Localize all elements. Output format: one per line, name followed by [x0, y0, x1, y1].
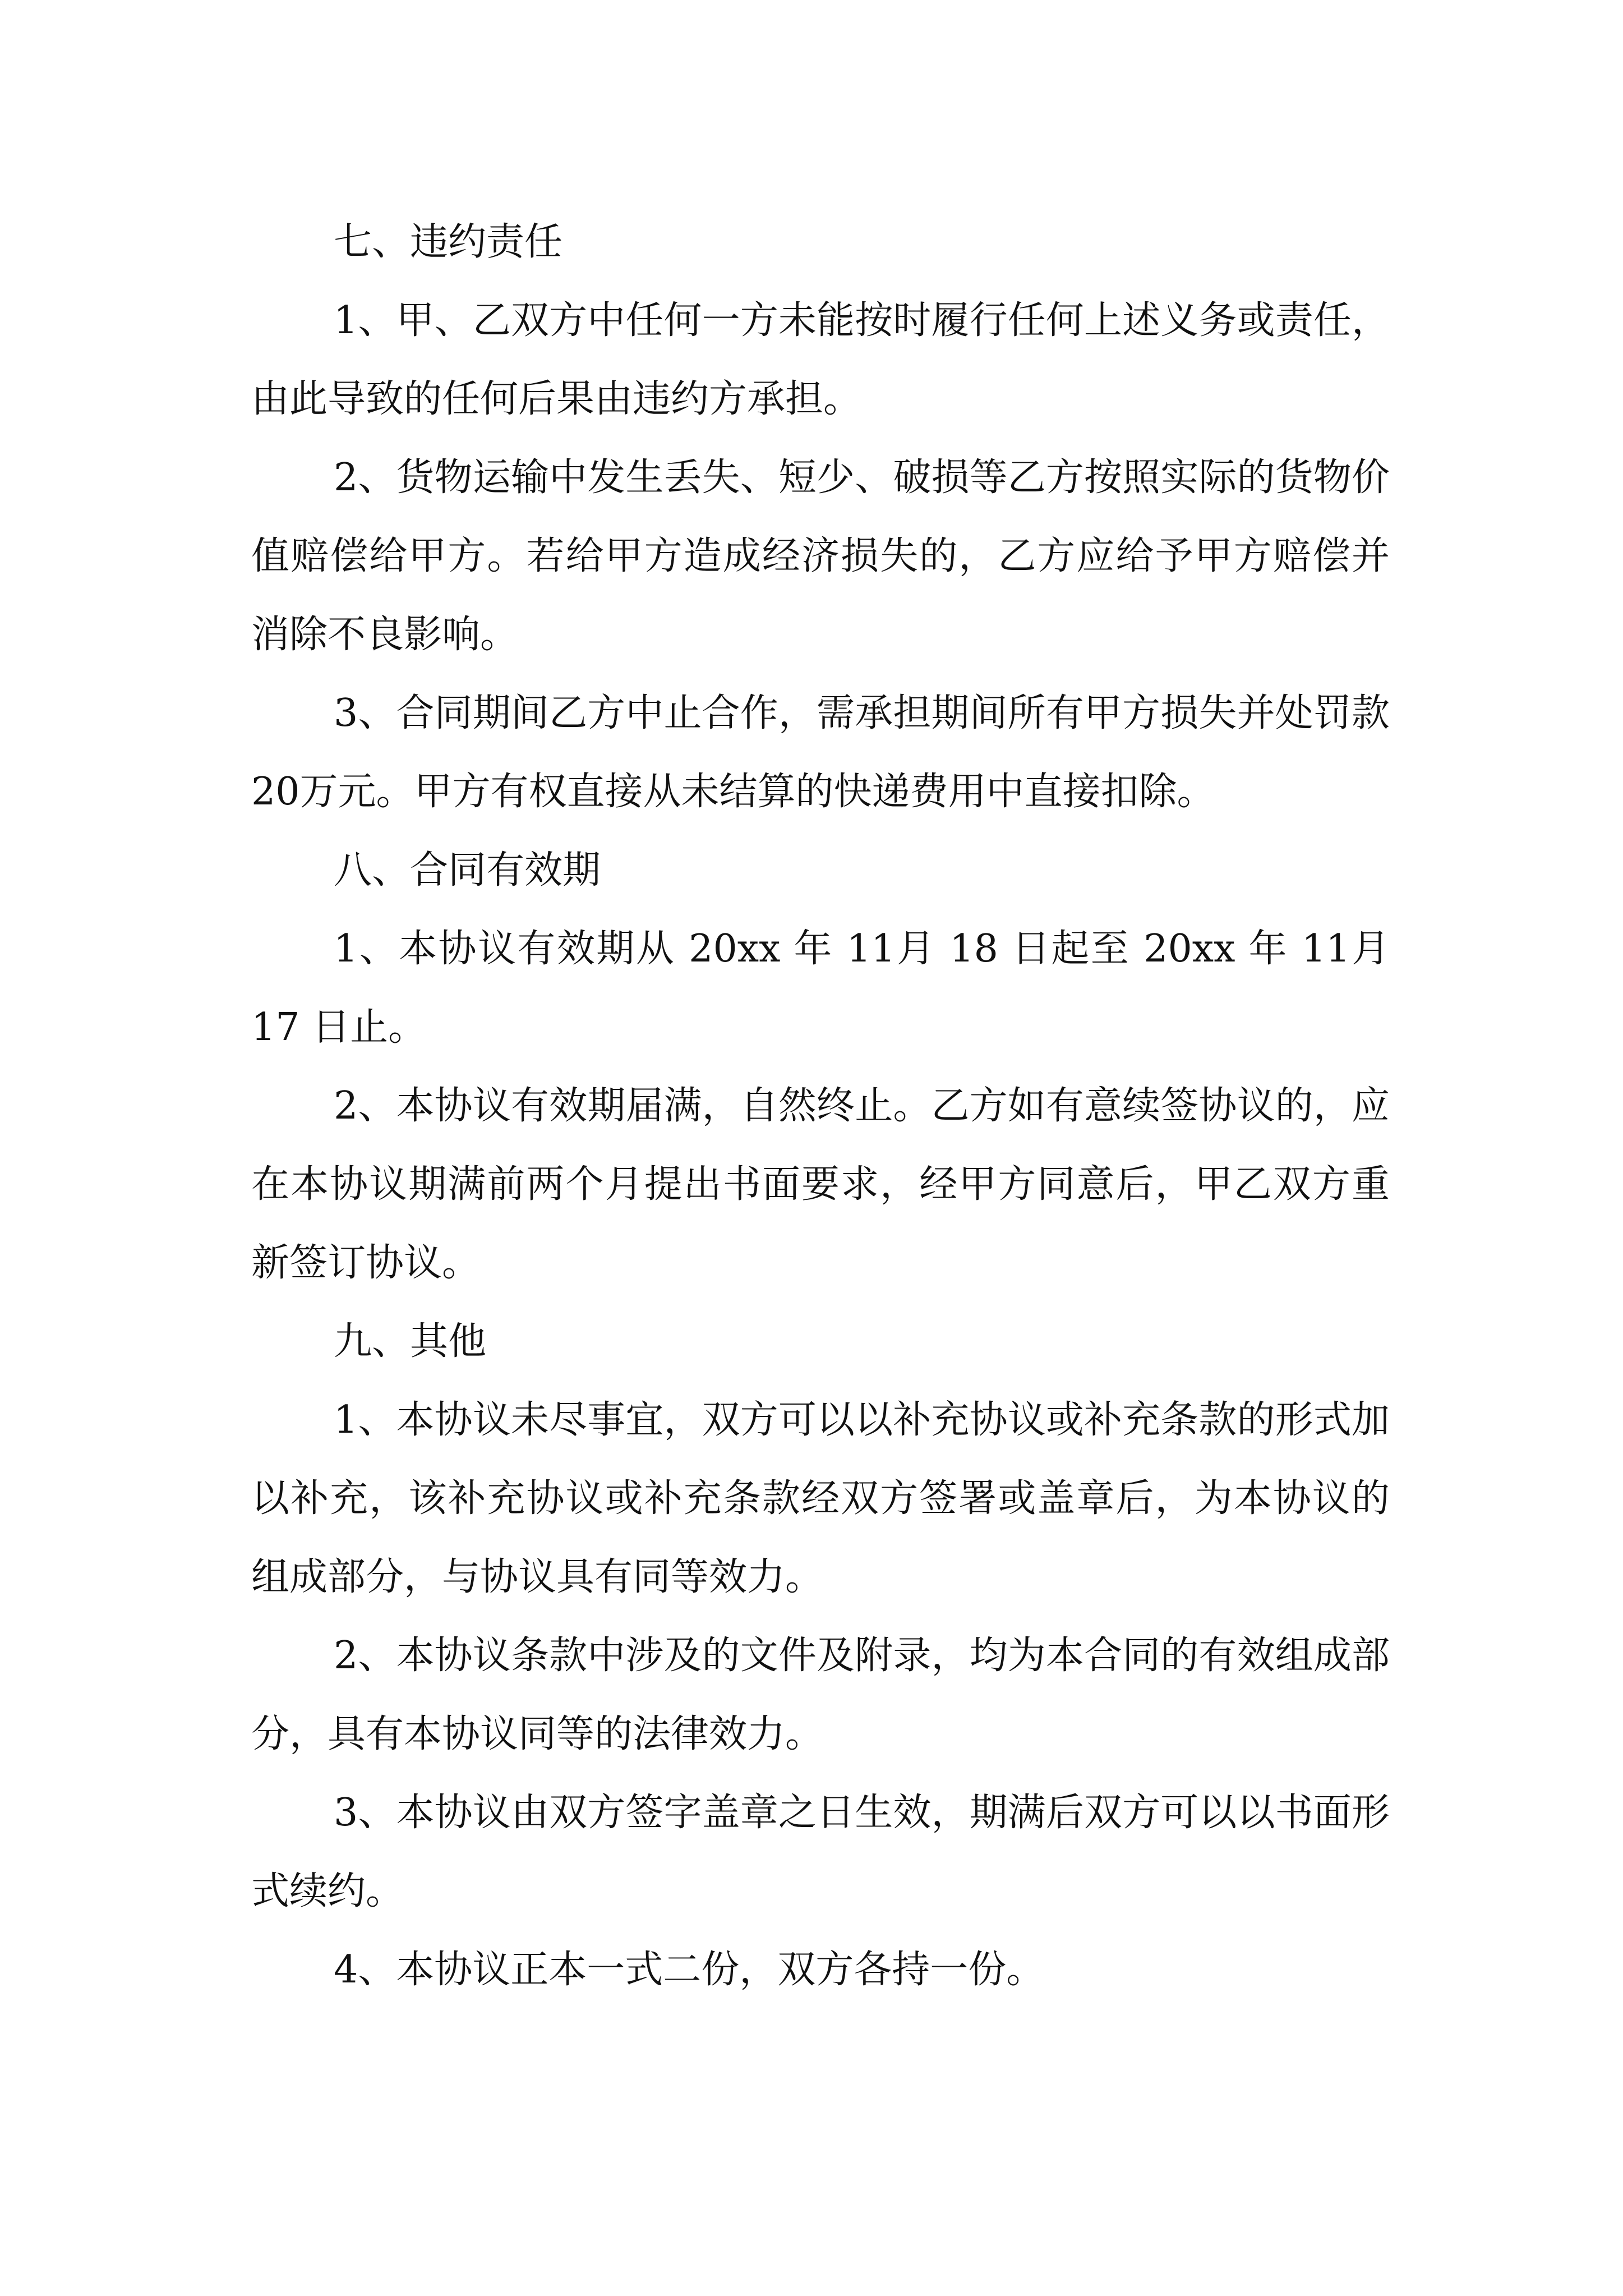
clause-9-3: 3、本协议由双方签字盖章之日生效，期满后双方可以以书面形式续约。	[251, 1791, 1390, 1913]
clause-8-1: 1、本协议有效期从 20xx 年 11月 18 日起至 20xx 年 11月 17 日止。	[251, 927, 1390, 1050]
clause-7-3: 3、合同期间乙方中止合作，需承担期间所有甲方损失并处罚款20万元。甲方有权直接从未结算的快递费用中直接扣除。	[251, 691, 1390, 814]
section-heading-other: 九、其他	[334, 1319, 487, 1364]
clause-7-1: 1、甲、乙双方中任何一方未能按时履行任何上述义务或责任，由此导致的任何后果由违约方承担。	[251, 298, 1390, 421]
document-body	[251, 203, 1390, 2009]
clause-8-2: 2、本协议有效期届满，自然终止。乙方如有意续签协议的，应在本协议期满前两个月提出书面要求，经甲方同意后，甲乙双方重新签订协议。	[251, 1084, 1390, 1285]
clause-9-1: 1、本协议未尽事宜，双方可以以补充协议或补充条款的形式加以补充，该补充协议或补充条款经双方签署或盖章后，为本协议的组成部分，与协议具有同等效力。	[251, 1398, 1390, 1599]
clause-7-2: 2、货物运输中发生丢失、短少、破损等乙方按照实际的货物价值赔偿给甲方。若给甲方造成经济损失的，乙方应给予甲方赔偿并消除不良影响。	[251, 455, 1390, 657]
section-heading-contract-term: 八、合同有效期	[334, 848, 601, 892]
clause-9-2: 2、本协议条款中涉及的文件及附录，均为本合同的有效组成部分，具有本协议同等的法律效力。	[251, 1634, 1390, 1756]
clause-9-4: 4、本协议正本一式二份，双方各持一份。	[334, 1948, 1045, 1992]
section-heading-breach-liability: 七、违约责任	[334, 220, 563, 264]
